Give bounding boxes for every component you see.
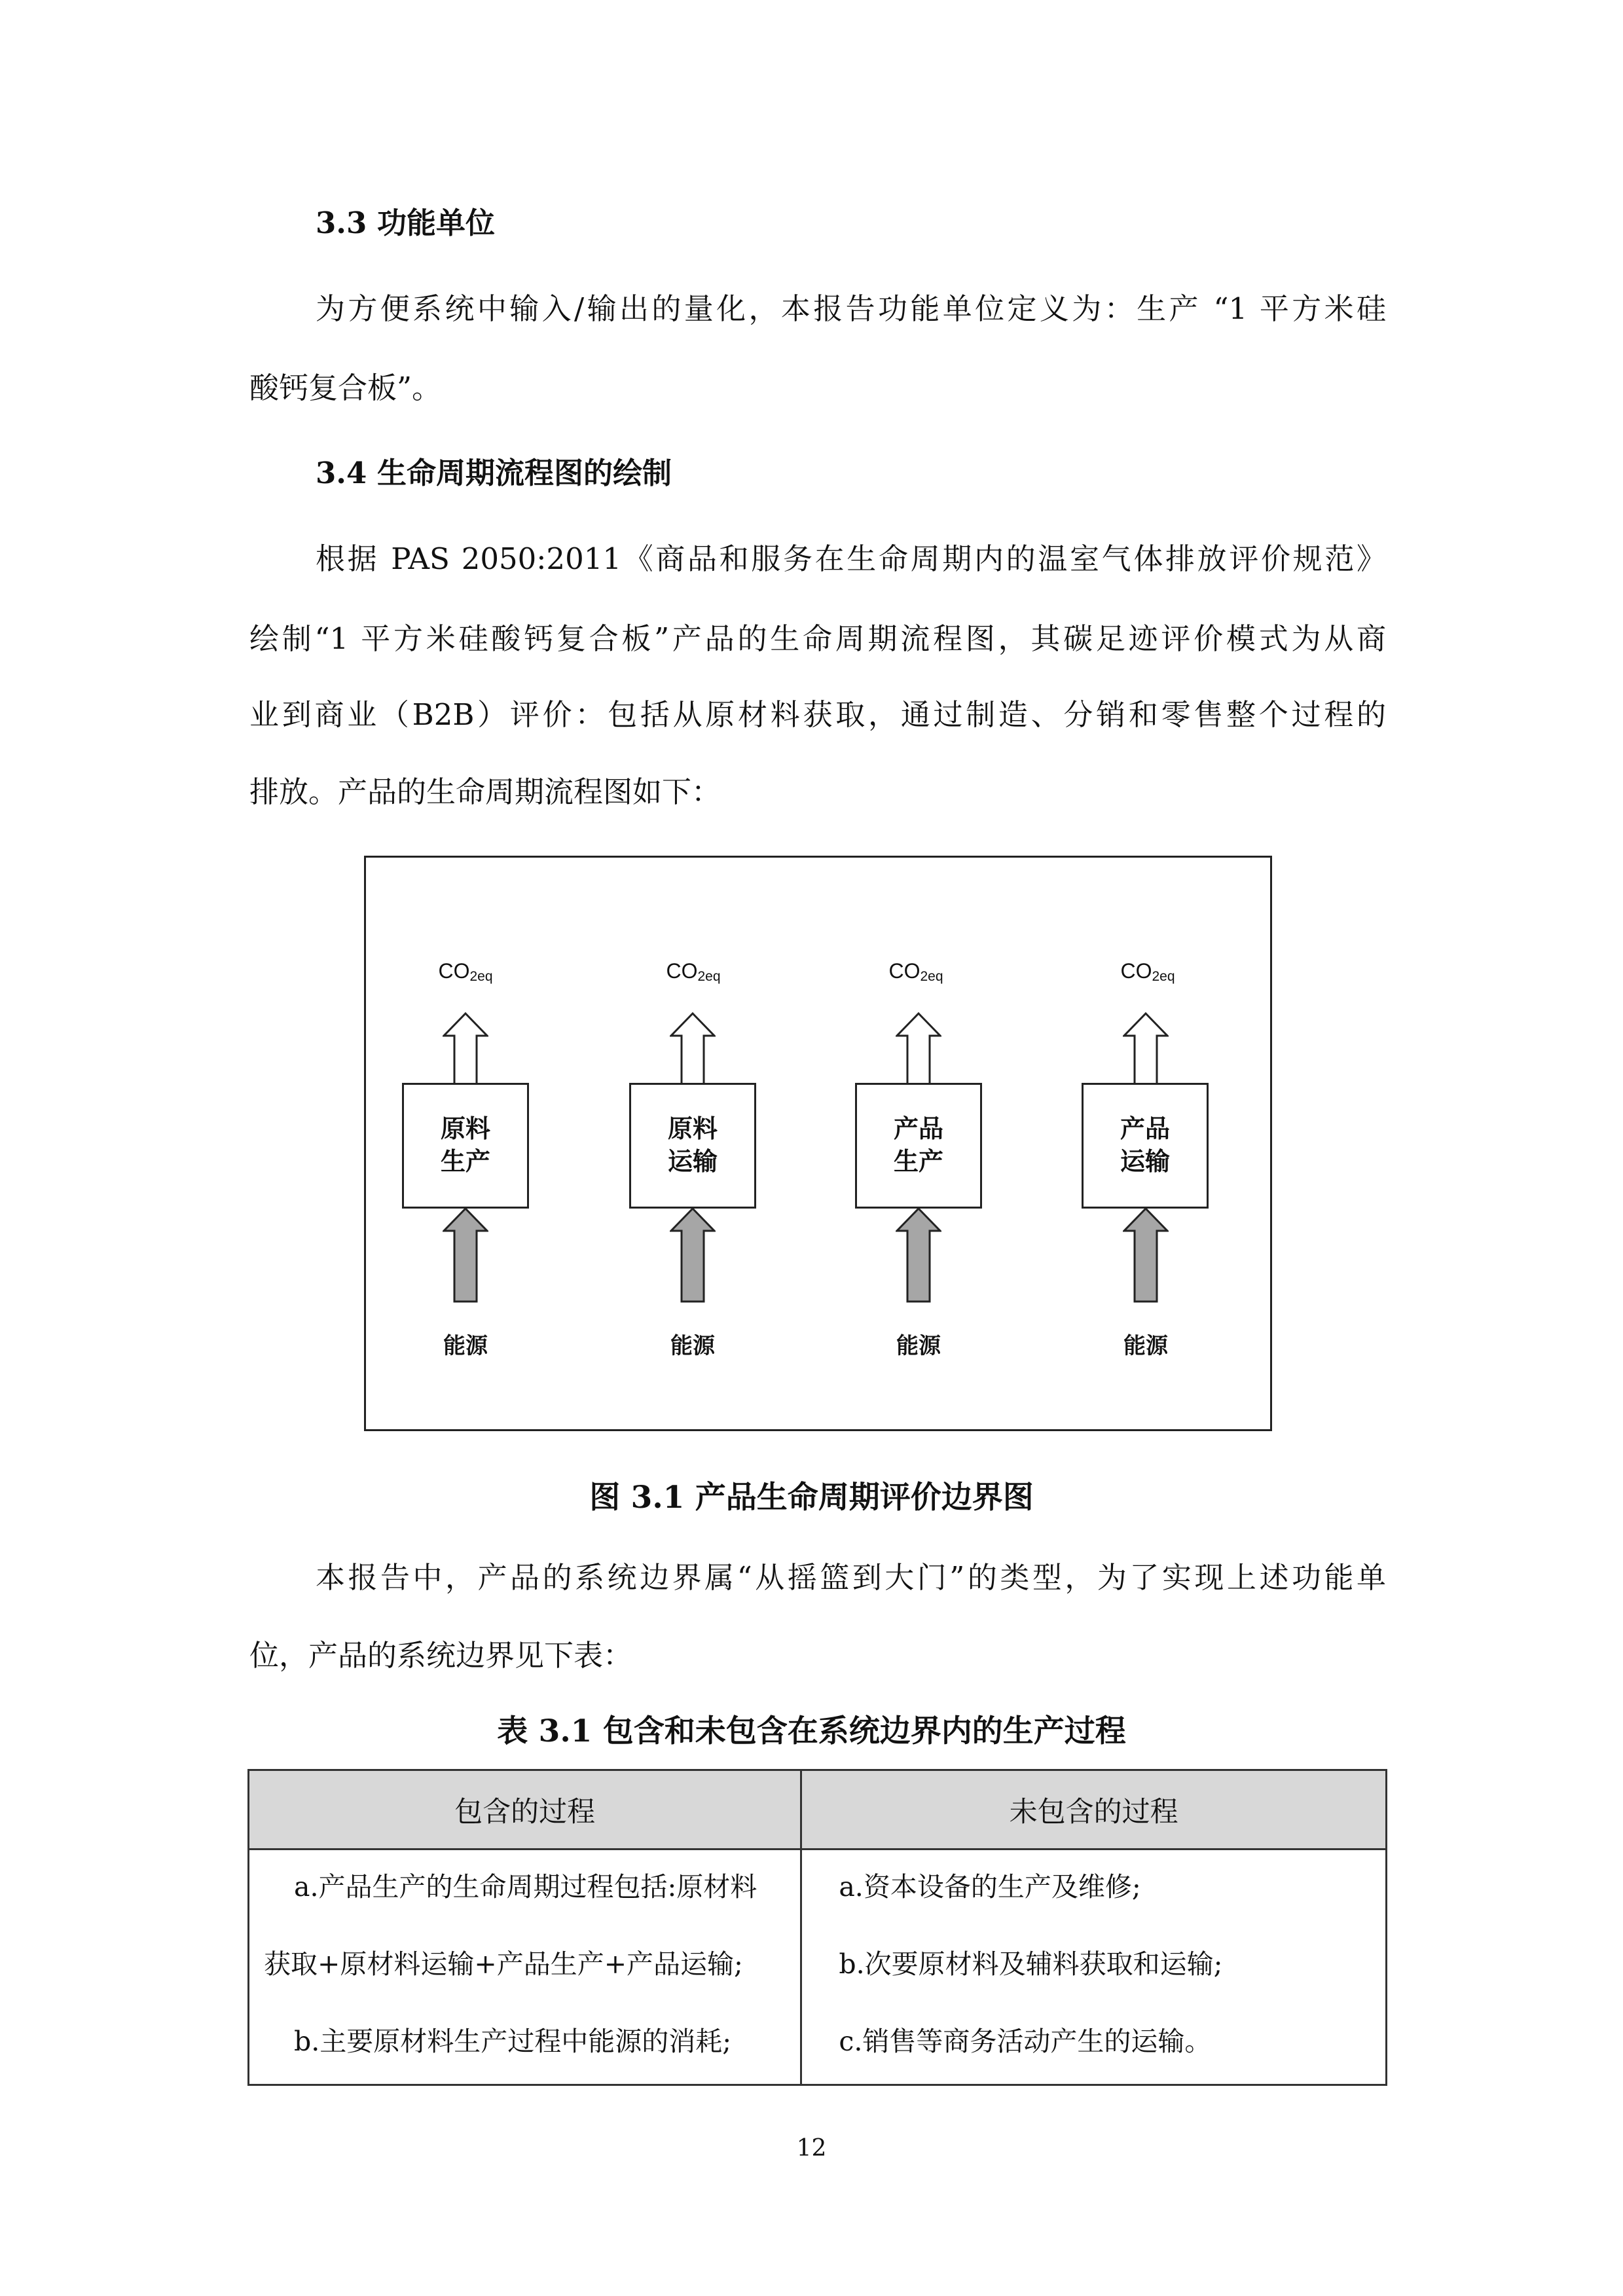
excluded-item: a.资本设备的生产及维修; — [839, 1871, 1141, 1903]
excluded-processes-cell — [801, 1850, 1387, 2085]
lifecycle-flow-diagram — [364, 856, 1272, 1431]
paragraph-line: 酸钙复合板”。 — [249, 371, 442, 405]
section-3-4-heading: 3.4 生命周期流程图的绘制 — [316, 456, 672, 490]
paragraph-line: 绘制“1 平方米硅酸钙复合板”产品的生命周期流程图，其碳足迹评价模式为从商 — [249, 621, 1386, 656]
paragraph-line: 根据 PAS 2050:2011《商品和服务在生命周期内的温室气体排放评价规范》 — [316, 541, 1386, 576]
included-processes-cell — [249, 1850, 801, 2085]
stage-box-raw-material-production: 原料 生产 — [402, 1083, 529, 1209]
emission-label: $CO_{2eq}$ — [438, 959, 493, 984]
section-3-3-heading: 3.3 功能单位 — [316, 206, 495, 240]
figure-caption: 图 3.1 产品生命周期评价边界图 — [589, 1480, 1034, 1516]
emission-arrow-icon — [1123, 1012, 1169, 1091]
emission-label: $CO_{2eq}$ — [666, 959, 721, 984]
paragraph-line: 本报告中，产品的系统边界属“从摇篮到大门”的类型，为了实现上述功能单 — [316, 1560, 1386, 1595]
energy-input-arrow-icon — [1123, 1207, 1169, 1303]
excluded-item: c.销售等商务活动产生的运输。 — [839, 2026, 1212, 2057]
paragraph-line: 位，产品的系统边界见下表： — [249, 1638, 633, 1673]
included-item: 获取+原材料运输+产品生产+产品运输; — [264, 1948, 743, 1980]
excluded-item: b.次要原材料及辅料获取和运输; — [839, 1948, 1223, 1980]
energy-input-arrow-icon — [896, 1207, 941, 1303]
page-number: 12 — [796, 2135, 827, 2162]
energy-label: 能源 — [1123, 1334, 1168, 1358]
stage-box-raw-material-transport: 原料 运输 — [629, 1083, 756, 1209]
emission-label: $CO_{2eq}$ — [1120, 959, 1175, 984]
table-header-row — [249, 1770, 1387, 1850]
energy-label: 能源 — [896, 1334, 941, 1358]
energy-label: 能源 — [443, 1334, 488, 1358]
column-header-included: 包含的过程 — [249, 1770, 801, 1850]
table-row — [249, 1850, 1387, 2085]
emission-arrow-icon — [896, 1012, 941, 1091]
stage-box-product-production: 产品 生产 — [855, 1083, 982, 1209]
paragraph-line: 为方便系统中输入/输出的量化，本报告功能单位定义为：生产 “1 平方米硅 — [316, 291, 1386, 326]
emission-label: $CO_{2eq}$ — [888, 959, 943, 984]
table-caption: 表 3.1 包含和未包含在系统边界内的生产过程 — [497, 1713, 1126, 1749]
emission-arrow-icon — [670, 1012, 716, 1091]
stage-box-product-transport: 产品 运输 — [1082, 1083, 1209, 1209]
system-boundary-table — [247, 1769, 1387, 2086]
paragraph-line: 排放。产品的生命周期流程图如下： — [249, 774, 721, 809]
included-item: a.产品生产的生命周期过程包括:原材料 — [294, 1871, 757, 1903]
emission-arrow-icon — [443, 1012, 488, 1091]
column-header-excluded: 未包含的过程 — [801, 1770, 1387, 1850]
energy-input-arrow-icon — [670, 1207, 716, 1303]
paragraph-line: 业到商业（B2B）评价：包括从原材料获取，通过制造、分销和零售整个过程的 — [249, 697, 1386, 732]
energy-input-arrow-icon — [443, 1207, 488, 1303]
energy-label: 能源 — [670, 1334, 715, 1358]
included-item: b.主要原材料生产过程中能源的消耗; — [294, 2026, 732, 2057]
